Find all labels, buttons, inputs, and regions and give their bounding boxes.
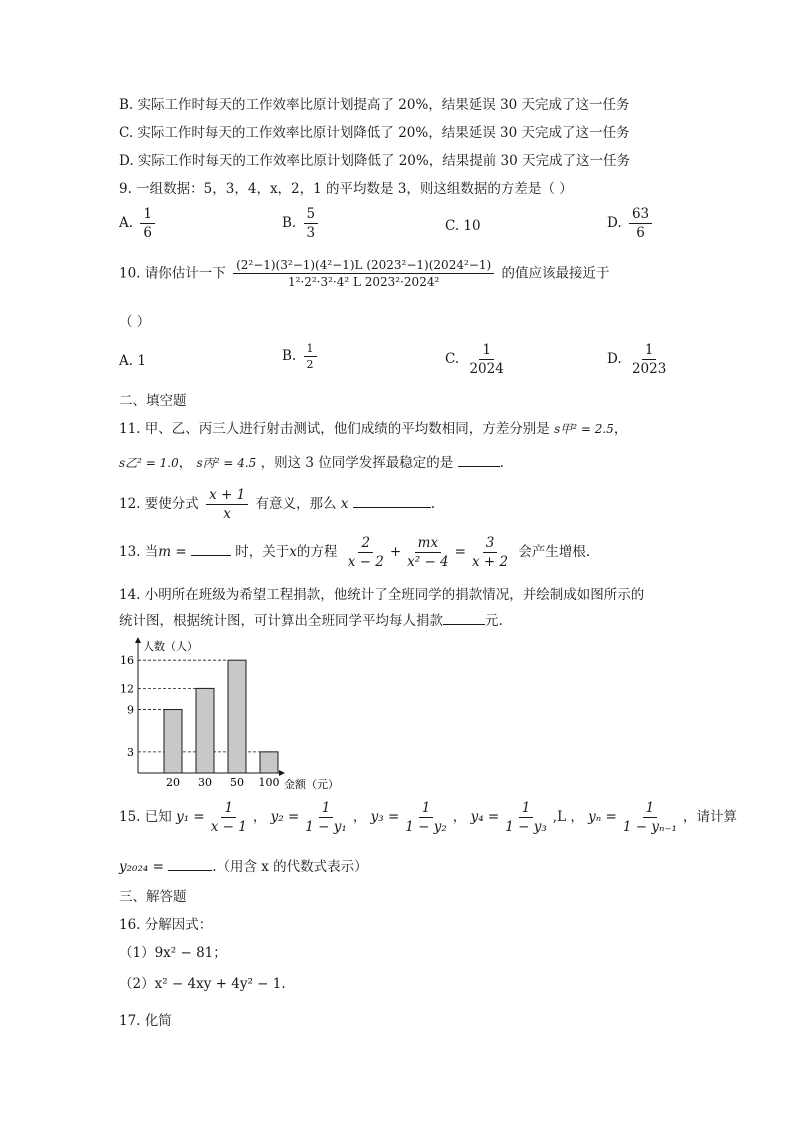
q10-stem: 10. 请你估计一下 $\frac{\text{(2²−1)(3²−1)(4²−1)L (2023²−1)(2024²−1)}}{\text{1²·2²·3²·4² L 2023²·2024²}}$ 的值应该最接近于 — [119, 258, 610, 290]
q14-answer-blank[interactable] — [443, 612, 485, 625]
q8-option-c: C. 实际工作时每天的工作效率比原计划降低了 20%，结果延误 30 天完成了这一任务 — [119, 125, 630, 141]
q11-answer-blank[interactable] — [458, 454, 500, 467]
q8-option-b: B. 实际工作时每天的工作效率比原计划提高了 20%，结果延误 30 天完成了这一任务 — [119, 97, 630, 113]
x-tick-label: 50 — [230, 776, 244, 789]
q12-answer-blank[interactable] — [353, 495, 431, 508]
q9-option-a: A. $\frac{1}{6}$ — [119, 206, 158, 241]
q9-option-b: B. $\frac{5}{3}$ — [282, 206, 321, 241]
y-tick-label: 9 — [127, 703, 134, 717]
section-solve-heading: 三、解答题 — [119, 889, 187, 905]
q16-part1: （1）9x² − 81； — [119, 945, 227, 961]
x-tick-label: 30 — [198, 776, 212, 789]
q15-answer-blank[interactable] — [168, 858, 212, 871]
y-axis-label: 人数（人） — [143, 640, 198, 653]
q11-line1: 11. 甲、乙、丙三人进行射击测试，他们成绩的平均数相同，方差分别是 s甲² = 2.5， — [119, 421, 628, 437]
x-tick-label: 100 — [258, 776, 280, 789]
q13-stem: 13. 当m = 时，关于x的方程 $\frac{2}{x - 2}$ + $\frac{mx}{\text{x² − 4}}$ = $\frac{3}{x + 2}$ 会产生增根. — [119, 535, 591, 571]
q10-option-a: A. 1 — [119, 353, 146, 369]
bar-20 — [164, 710, 182, 773]
q10-paren: （ ） — [119, 314, 151, 330]
q15-line2: y₂₀₂₄ = .（用含 x 的代数式表示） — [119, 859, 368, 875]
q14-line2: 统计图，根据统计图，可计算出全班同学平均每人捐款 元. — [119, 613, 503, 629]
y-tick-label: 16 — [120, 654, 134, 668]
bar-30 — [196, 688, 214, 773]
bar-100 — [260, 752, 278, 773]
q16-part2: （2）x² − 4xy + 4y² − 1. — [119, 976, 286, 992]
q16-stem: 16. 分解因式： — [119, 917, 213, 933]
q10-option-b: B. $\frac{1}{2}$ — [282, 342, 320, 371]
x-tick-label: 20 — [166, 776, 180, 789]
q9-stem: 9. 一组数据：5，3，4，x，2，1 的平均数是 3，则这组数据的方差是（ ） — [119, 181, 573, 197]
q17-stem: 17. 化简 — [119, 1013, 172, 1029]
q11-line2: s乙² = 1.0， s丙² = 4.5 ，则这 3 位同学发挥最稳定的是 . — [119, 455, 504, 471]
q9-option-d: D. $\frac{63}{6}$ — [607, 206, 655, 241]
q14-line1: 14. 小明所在班级为希望工程捐款，他统计了全班同学的捐款情况，并绘制成如图所示的 — [119, 587, 645, 603]
q8-option-d: D. 实际工作时每天的工作效率比原计划降低了 20%，结果提前 30 天完成了这一任务 — [119, 153, 630, 169]
q15-stem: 15. 已知 y₁ = $\frac{1}{x - 1}$ ， y₂ = $\frac{1}{\text{1 − y₁}}$ ， y₃ = $\frac{1}{\text{1 − y₂}}$ ， y₄ = $\frac{1}{\text{1 − y₃}}$ ,L ， yₙ = $\frac{1}{\text{1 − yₙ₋₁}}$ ，请计算 — [119, 800, 737, 836]
x-axis-label: 金额（元） — [284, 778, 339, 791]
q12-stem: 12. 要使分式 $\frac{x + 1}{x}$ 有意义，那么 x . — [119, 487, 435, 523]
q9-option-c: C. 10 — [445, 218, 481, 234]
q13-answer-blank[interactable] — [191, 543, 231, 556]
q10-option-c: C. $\frac{1}{2024}$ — [445, 342, 504, 378]
q10-option-d: D. $\frac{1}{2023}$ — [607, 342, 667, 378]
section-fill-in-heading: 二、填空题 — [119, 393, 187, 409]
y-tick-label: 12 — [120, 682, 134, 696]
donation-bar-chart — [110, 636, 370, 796]
bar-50 — [228, 660, 246, 773]
y-tick-label: 3 — [127, 745, 134, 759]
